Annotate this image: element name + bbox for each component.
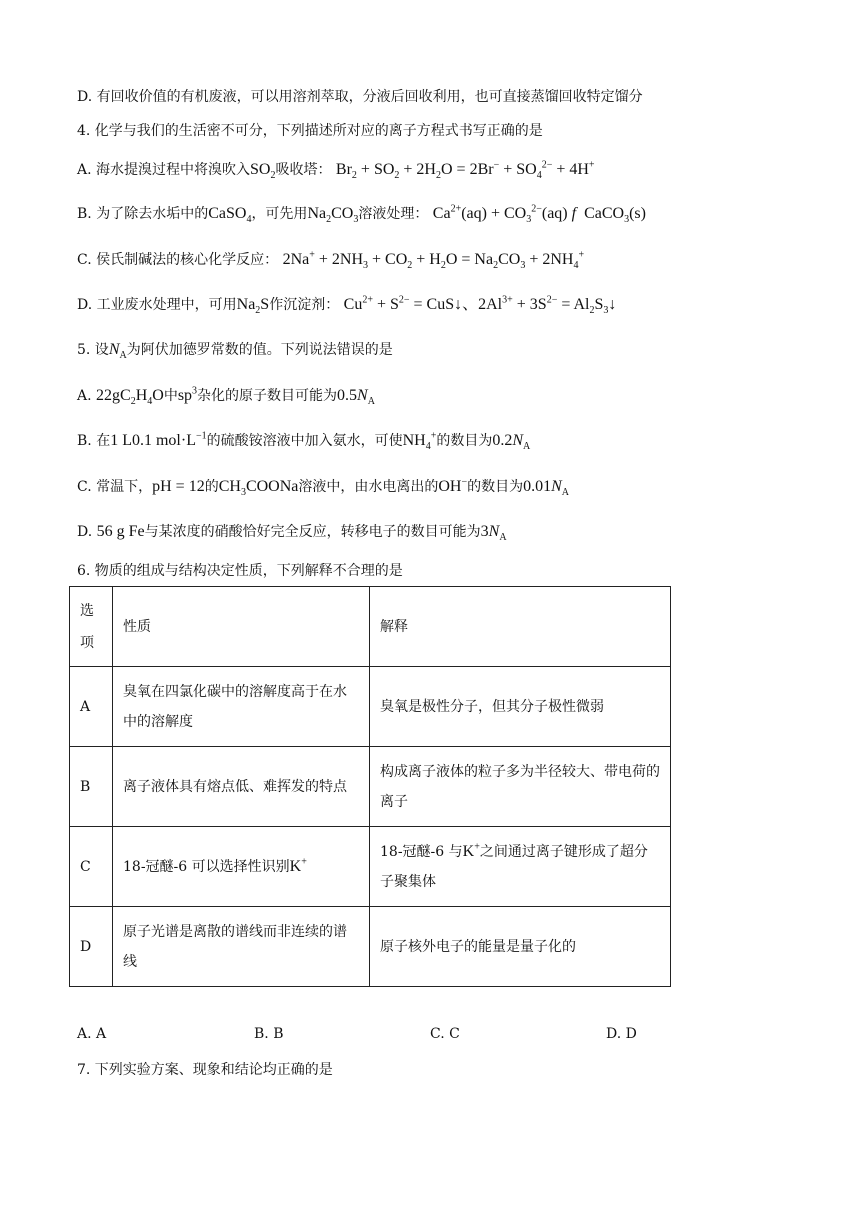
row-explanation: 18-冠醚-6 与K+之间通过离子键形成了超分子聚集体	[370, 827, 671, 907]
q4-c-equation: $2Na^+ + 2NH_3 + CO_2 + H_2O = Na_2CO_3 + 2NH_4^+$	[282, 249, 585, 272]
q6-table	[69, 586, 671, 987]
row-property: 18-冠醚-6 可以选择性识别K+	[113, 827, 370, 907]
q5-option-b: B. 在1 L0.1 $mol\cdot L^{-1}$的硫酸铵溶液中加入氨水，可使$NH_4^+$的数目为$0.2N_A$	[77, 430, 531, 453]
row-option: B	[70, 747, 113, 827]
q5-c-text4: 的数目为	[467, 479, 524, 495]
header-property: 性质	[113, 587, 370, 667]
q5-b-text3: 的数目为	[436, 433, 493, 449]
q5-b-text2: 的硫酸铵溶液中加入氨水，可使	[206, 433, 403, 449]
table-row	[70, 827, 671, 907]
row-option: D	[70, 907, 113, 987]
q5-option-d: D. 56 g Fe与某浓度的硝酸恰好完全反应，转移电子的数目可能为$3N_A$	[77, 523, 507, 544]
q5-stem-pre: 5. 设	[77, 342, 109, 358]
q5-d-text2: 与某浓度的硝酸恰好完全反应，转移电子的数目可能为	[144, 524, 481, 540]
header-option: 选项	[70, 587, 113, 667]
q5-c-text2: 的	[204, 479, 219, 495]
q4-d-equation: $Cu^{2+} + S^{2-}$ = CuS↓、$2Al^{3+} + 3S^{2-}$ = $Al_2S_3↓$	[343, 294, 617, 317]
q6-answer-c: C. C	[430, 1026, 460, 1042]
q4-option-c	[77, 250, 584, 270]
table-row	[70, 907, 671, 987]
q5-stem: 5. 设$N_A$为阿伏加德罗常数的值。下列说法错误的是	[77, 341, 393, 362]
q4-option-d: D. 工业废水处理中，可用$Na_2S$作沉淀剂： $Cu^{2+} + S^{2-}$ = CuS↓、$2Al^{3+} + 3S^{2-}$ = $Al_2S_3↓$	[77, 294, 617, 317]
row-property: 离子液体具有熔点低、难挥发的特点	[113, 747, 370, 827]
q5-option-c: C. 常温下，pH = 12的$CH_3COONa$溶液中，由水电离出的OH−的数目为$0.01N_A$	[77, 476, 570, 499]
table-row	[70, 747, 671, 827]
q4-a-equation: $Br_2 + SO_2 + 2H_2O = 2Br^- + SO_4^{2-} + 4H^+$	[335, 159, 595, 182]
q6-answer-a: A. A	[77, 1026, 107, 1042]
q5-a-text2: 杂化的原子数目可能为	[197, 388, 338, 404]
row-explanation-text: 18-冠醚-6 与	[380, 843, 463, 860]
q3-option-d: D. 有回收价值的有机废液，可以用溶剂萃取，分液后回收利用，也可直接蒸馏回收特定馏分	[77, 89, 643, 105]
table-header-row	[70, 587, 671, 667]
q4-c-text: C. 侯氏制碱法的核心化学反应：	[77, 252, 279, 268]
q4-option-b: B. 为了除去水垢中的CaSO$_4$，可先用$Na_2CO_3$溶液处理： $Ca^{2+}(aq) + CO_3^{2-}(aq)$ f CaCO$_3$(s)	[77, 203, 646, 226]
q6-stem: 6. 物质的组成与结构决定性质，下列解释不合理的是	[77, 563, 403, 579]
row-option: A	[70, 667, 113, 747]
row-property: 臭氧在四氯化碳中的溶解度高于在水中的溶解度	[113, 667, 370, 747]
row-explanation: 臭氧是极性分子，但其分子极性微弱	[370, 667, 671, 747]
q6-answer-d: D. D	[606, 1026, 637, 1042]
row-explanation: 构成离子液体的粒子多为半径较大、带电荷的离子	[370, 747, 671, 827]
table-row	[70, 667, 671, 747]
q6-answer-b: B. B	[254, 1026, 284, 1042]
q4-a-text2: 吸收塔：	[275, 162, 332, 178]
q4-stem: 4. 化学与我们的生活密不可分，下列描述所对应的离子方程式书写正确的是	[77, 123, 543, 139]
q5-stem-post: 为阿伏加德罗常数的值。下列说法错误的是	[126, 342, 393, 358]
row-explanation-text2: 之间通过离子键形成了超分子聚集体	[380, 843, 648, 890]
q4-option-a: A. 海水提溴过程中将溴吹入$SO_2$吸收塔： $Br_2 + SO_2 + 2H_2O = 2Br^- + SO_4^{2-} + 4H^+$	[77, 159, 595, 182]
q4-a-text: A. 海水提溴过程中将溴吹入	[77, 162, 251, 178]
q5-c-text: C. 常温下，	[77, 479, 153, 495]
row-property-text: 18-冠醚-6 可以选择性识别	[123, 858, 290, 875]
q4-d-text: D. 工业废水处理中，可用	[77, 297, 237, 313]
row-option: C	[70, 827, 113, 907]
q5-b-text: B. 在	[77, 433, 111, 449]
q4-b-text: B. 为了除去水垢中的	[77, 206, 209, 222]
q4-b-equation: $Ca^{2+}(aq) + CO_3^{2-}(aq)$ f CaCO$_3$(s)	[432, 203, 646, 226]
row-explanation: 原子核外电子的能量是量子化的	[370, 907, 671, 987]
q5-option-a: A. $22gC_2H_4O$中$sp^3$杂化的原子数目可能为$0.5N_A$	[77, 385, 375, 408]
q4-b-text3: 溶液处理：	[358, 206, 429, 222]
header-explanation: 解释	[370, 587, 671, 667]
q7-stem: 7. 下列实验方案、现象和结论均正确的是	[77, 1062, 333, 1078]
q5-d-text: D.	[77, 524, 93, 540]
q5-c-text3: 溶液中，由水电离出的	[298, 479, 439, 495]
q5-a-text: 中	[163, 388, 178, 404]
row-property: 原子光谱是离散的谱线而非连续的谱线	[113, 907, 370, 987]
q4-b-text2: ，可先用	[251, 206, 308, 222]
q4-d-text2: 作沉淀剂：	[269, 297, 340, 313]
